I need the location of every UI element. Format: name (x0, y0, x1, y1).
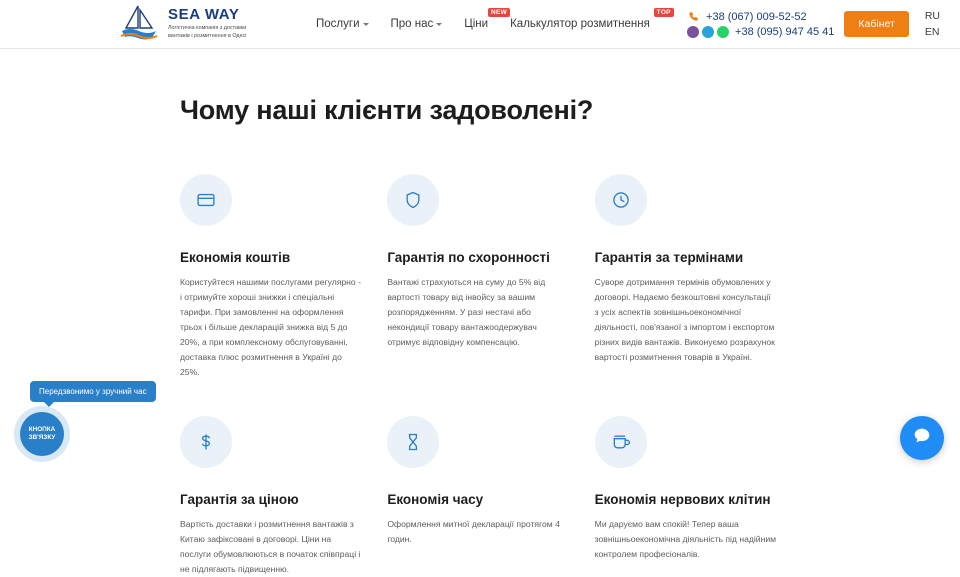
card-title: Економія коштів (180, 250, 291, 266)
phone-row-primary[interactable] (687, 10, 834, 23)
card-title: Гарантія за термінами (594, 250, 744, 266)
card-text: Оформлення митної декларації протягом 4 годин. (387, 519, 560, 545)
card-title: Економія часу (387, 492, 484, 508)
sailboat-logo-icon (118, 4, 160, 44)
site-header (0, 0, 960, 48)
card-title: Економія нервових клітин (594, 492, 771, 508)
nav-item-kalkulyator[interactable] (510, 9, 671, 30)
chat-widget-button[interactable] (900, 416, 944, 460)
main-nav (316, 9, 671, 30)
whatsapp-icon[interactable] (717, 26, 729, 38)
main-content (0, 49, 960, 577)
logo[interactable] (118, 4, 264, 44)
badge-top: TOP (654, 8, 674, 17)
clock-icon (595, 174, 647, 226)
benefit-card-price-guarantee (180, 416, 362, 577)
nav-label: Про нас (390, 18, 434, 30)
benefit-card-safety-guarantee (387, 174, 569, 380)
benefit-card-nerve-saving (595, 416, 777, 577)
messenger-icons[interactable] (687, 26, 729, 38)
benefit-card-time-saving (387, 416, 569, 577)
lang-ru[interactable]: RU (924, 10, 940, 22)
card-text: Вартість доставки і розмитнення вантажів з Китаю зафіксовані в договорі. Ціни на послуги обумовлюються в початок співпраці і не підлягають підвищенню. (180, 519, 361, 575)
phone-number: +38 (067) 009-52-52 (706, 10, 807, 23)
nav-item-tsiny[interactable] (464, 9, 508, 30)
card-text: Вантажі страхуються на суму до 5% від вартості товару від інвойсу за вашим розпорядженням. У разі нестачі або некондиції товару вантажоодержувач отримує відповідну компенсацію. (387, 277, 546, 348)
card-text: Користуйтеся нашими послугами регулярно - і отримуйте хороші знижки і спеціальні тарифи. При замовленні на оформлення трьох і більше декларацій знижка від 5 до 20%, а при комплексному обслуговуванні, доставка плюс розмитнення в Україні до 25%. (180, 277, 361, 378)
logo-subtitle: Логістична компанія з доставки вантажів і розмитнення в Одесі (168, 25, 247, 39)
coffee-cup-icon (595, 416, 647, 468)
logo-title: SEA WAY (168, 6, 240, 24)
card-title: Гарантія за ціною (180, 492, 299, 508)
cabinet-button[interactable]: Кабінет (844, 11, 908, 37)
callback-button[interactable]: КНОПКА ЗВ'ЯЗКУ (20, 412, 64, 456)
badge-new: NEW (488, 8, 510, 17)
nav-item-poslugy[interactable] (316, 18, 369, 30)
card-text: Суворе дотримання термінів обумовлених у договорі. Надаємо безкоштовні консультації з усіх аспектів зовнішньоекономічної діяльності, пов'язаної з імпортом і експортом різних видів вантажів. Виконуємо розрахунок вартості розмитнення товарів в Україні. (594, 277, 775, 363)
chevron-down-icon (363, 23, 369, 26)
phone-row-secondary[interactable] (687, 26, 834, 38)
benefits-grid (180, 174, 780, 577)
language-switcher (925, 10, 940, 38)
shield-icon (387, 174, 439, 226)
benefit-card-term-guarantee (595, 174, 777, 380)
chevron-down-icon (436, 23, 442, 26)
wallet-icon (180, 174, 232, 226)
chat-bubble-icon (911, 425, 933, 452)
hourglass-icon (387, 416, 439, 468)
header-contacts (687, 10, 940, 38)
phone-number: +38 (095) 947 45 41 (735, 26, 835, 38)
nav-label: Ціни (464, 18, 489, 30)
phone-list (687, 10, 834, 38)
card-text: Ми даруємо вам спокій! Тепер ваша зовнішньоекономічна діяльність під надійним контролем професіоналів. (594, 519, 777, 560)
lang-en[interactable]: EN (924, 26, 940, 38)
dollar-icon (180, 416, 232, 468)
card-title: Гарантія по схоронності (387, 250, 550, 266)
telegram-icon[interactable] (702, 26, 714, 38)
benefit-card-economy-money (180, 174, 362, 380)
viber-icon[interactable] (687, 26, 699, 38)
nav-item-pro-nas[interactable] (391, 18, 443, 30)
phone-icon (687, 10, 700, 23)
callback-tooltip: Передзвонимо у зручний час (30, 381, 156, 402)
page-title: Чому наші клієнти задоволені? (180, 95, 594, 125)
nav-label: Послуги (316, 18, 360, 30)
nav-label: Калькулятор розмитнення (510, 18, 650, 30)
